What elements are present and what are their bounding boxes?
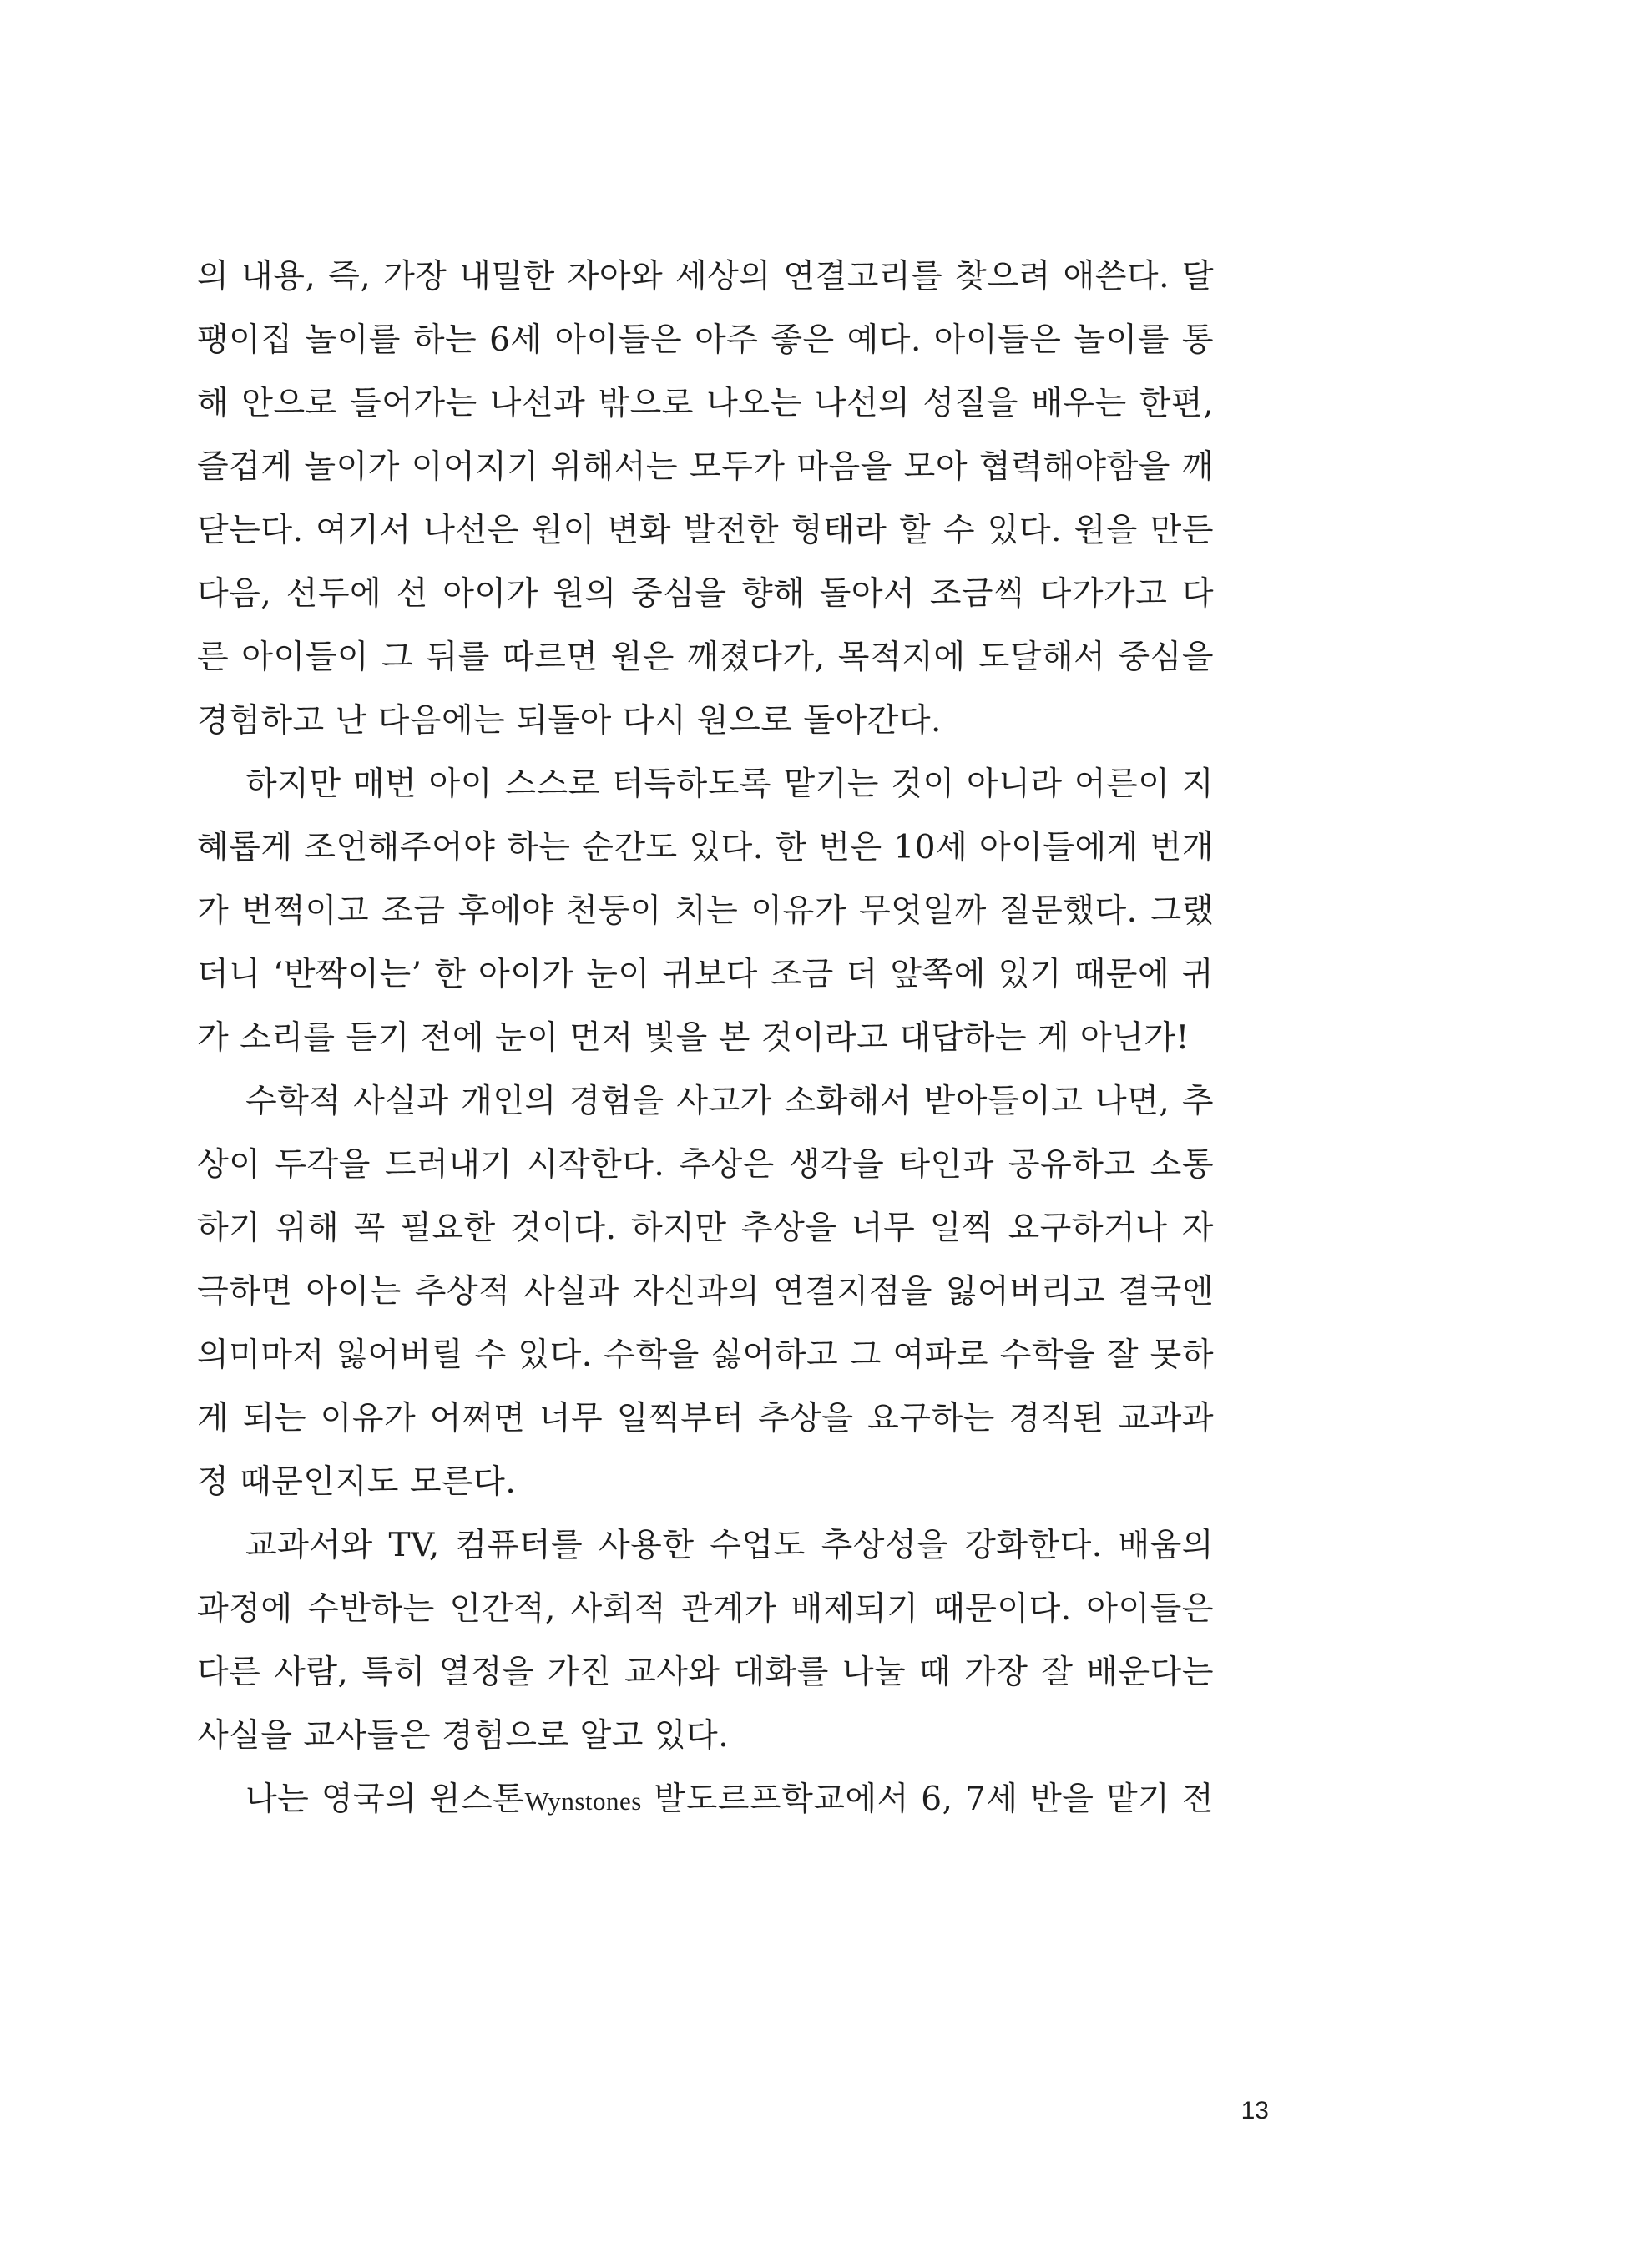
paragraph-3 xyxy=(197,1070,1214,1514)
text-line: 혜롭게 조언해주어야 하는 순간도 있다. 한 번은 10세 아이들에게 번개 xyxy=(197,829,1214,866)
text-line: 가 번쩍이고 조금 후에야 천둥이 치는 이유가 무엇일까 질문했다. 그랬 xyxy=(197,892,1214,930)
page-number: 13 xyxy=(1240,2097,1269,2124)
text-line xyxy=(197,1768,1214,1831)
text-line: 게 되는 이유가 어쩌면 너무 일찍부터 추상을 요구하는 경직된 교과과 xyxy=(197,1400,1214,1437)
paragraph-5 xyxy=(197,1768,1214,1831)
text-line: 가 소리를 듣기 전에 눈이 먼저 빛을 본 것이라고 대답하는 게 아닌가! xyxy=(197,1019,1190,1057)
text-line: 즐겁게 놀이가 이어지기 위해서는 모두가 마음을 모아 협력해야함을 깨 xyxy=(197,448,1214,486)
text-line: 해 안으로 들어가는 나선과 밖으로 나오는 나선의 성질을 배우는 한편, xyxy=(197,385,1214,422)
text-line: 하지만 매번 아이 스스로 터득하도록 맡기는 것이 아니라 어른이 지 xyxy=(245,765,1214,803)
text-line: 의미마저 잃어버릴 수 있다. 수학을 싫어하고 그 여파로 수학을 잘 못하 xyxy=(197,1336,1214,1374)
text-line: 더니 ‘반짝이는’ 한 아이가 눈이 귀보다 조금 더 앞쪽에 있기 때문에 귀 xyxy=(197,956,1214,993)
text-line: 닫는다. 여기서 나선은 원이 변화 발전한 형태라 할 수 있다. 원을 만든 xyxy=(197,512,1214,549)
paragraph-2 xyxy=(197,753,1214,1070)
text-segment: 나는 영국의 윈스톤 xyxy=(245,1781,525,1818)
text-line: 다른 사람, 특히 열정을 가진 교사와 대화를 나눌 때 가장 잘 배운다는 xyxy=(197,1654,1214,1691)
text-line: 다음, 선두에 선 아이가 원의 중심을 향해 돌아서 조금씩 다가가고 다 xyxy=(197,575,1214,613)
body-text xyxy=(197,245,1214,1831)
paragraph-1 xyxy=(197,245,1214,753)
text-line: 극하면 아이는 추상적 사실과 자신과의 연결지점을 잃어버리고 결국엔 xyxy=(197,1273,1214,1311)
text-segment: 발도르프학교에서 6, 7세 반을 맡기 전 xyxy=(641,1781,1214,1818)
text-line: 상이 두각을 드러내기 시작한다. 추상은 생각을 타인과 공유하고 소통 xyxy=(197,1146,1214,1184)
text-line: 경험하고 난 다음에는 되돌아 다시 원으로 돌아간다. xyxy=(197,702,942,740)
latin-name: Wynstones xyxy=(524,1786,642,1816)
text-line: 정 때문인지도 모른다. xyxy=(197,1463,517,1501)
text-line: 사실을 교사들은 경험으로 알고 있다. xyxy=(197,1717,730,1755)
paragraph-4 xyxy=(197,1514,1214,1768)
text-line: 수학적 사실과 개인의 경험을 사고가 소화해서 받아들이고 나면, 추 xyxy=(245,1083,1214,1120)
text-line: 하기 위해 꼭 필요한 것이다. 하지만 추상을 너무 일찍 요구하거나 자 xyxy=(197,1210,1214,1247)
text-line: 의 내용, 즉, 가장 내밀한 자아와 세상의 연결고리를 찾으려 애쓴다. 달 xyxy=(197,258,1214,295)
text-line: 른 아이들이 그 뒤를 따르면 원은 깨졌다가, 목적지에 도달해서 중심을 xyxy=(197,639,1214,676)
text-line: 과정에 수반하는 인간적, 사회적 관계가 배제되기 때문이다. 아이들은 xyxy=(197,1590,1214,1628)
text-line: 팽이집 놀이를 하는 6세 아이들은 아주 좋은 예다. 아이들은 놀이를 통 xyxy=(197,321,1214,359)
text-line: 교과서와 TV, 컴퓨터를 사용한 수업도 추상성을 강화한다. 배움의 xyxy=(245,1527,1214,1564)
